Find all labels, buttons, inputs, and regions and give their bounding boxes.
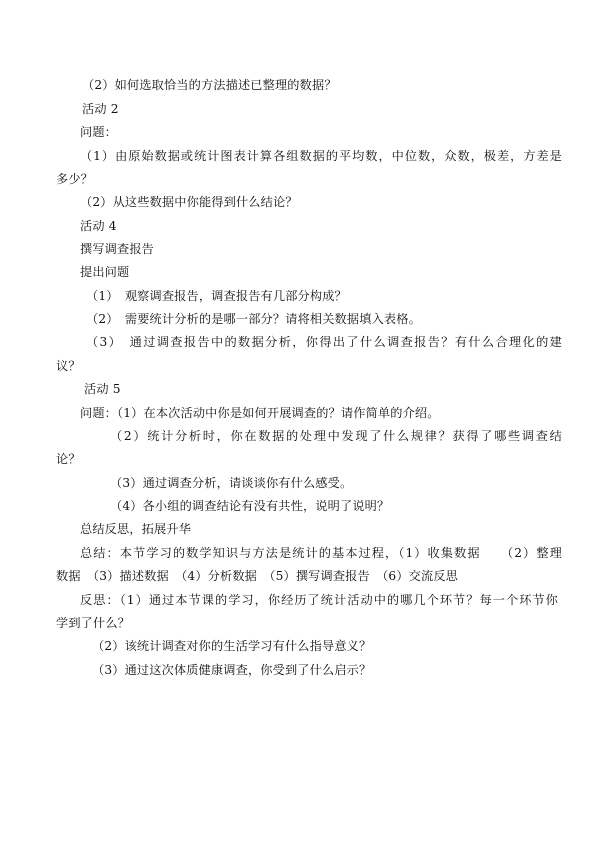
text-line: （3）通过调查分析，请谈谈你有什么感受。 bbox=[110, 476, 353, 490]
text-line: （2）如何选取恰当的方法描述已整理的数据？ bbox=[82, 78, 337, 92]
text-line: 数据 （3）描述数据 （4）分析数据 （5）撰写调查报告 （6）交流反思 bbox=[56, 569, 459, 583]
heading-write-report: 撰写调查报告 bbox=[80, 242, 155, 256]
text-line: 总结：本节学习的数学知识与方法是统计的基本过程，（1）收集数据 （2）整理 bbox=[80, 546, 562, 560]
text-line: 议？ bbox=[56, 359, 81, 373]
text-line: （2）该统计调查对你的生活学习有什么指导意义？ bbox=[92, 639, 372, 653]
text-line: （2）统计分析时，你在数据的处理中发现了什么规律？获得了哪些调查结 bbox=[110, 429, 562, 443]
heading-raise-questions: 提出问题 bbox=[80, 265, 130, 279]
text-line: （3）通过这次体质健康调查，你受到了什么启示？ bbox=[92, 663, 372, 677]
text-line: （2） 需要统计分析的是哪一部分？请将相关数据填入表格。 bbox=[86, 312, 421, 326]
text-line: （1）由原始数据或统计图表计算各组数据的平均数，中位数，众数，极差，方差是 bbox=[80, 149, 562, 163]
text-line: （4）各小组的调查结论有没有共性，说明了说明？ bbox=[110, 499, 390, 513]
text-line: 问题：（1）在本次活动中你是如何开展调查的？请作简单的介绍。 bbox=[80, 406, 440, 420]
text-line: （3） 通过调查报告中的数据分析，你得出了什么调查报告？有什么合理化的建 bbox=[86, 335, 562, 349]
text-line: （2）从这些数据中你能得到什么结论？ bbox=[80, 195, 298, 209]
heading-activity-4: 活动 4 bbox=[80, 219, 117, 233]
heading-activity-5: 活动 5 bbox=[84, 382, 121, 396]
text-line: （1） 观察调查报告，调查报告有几部分构成？ bbox=[86, 289, 347, 303]
text-line: 多少？ bbox=[56, 172, 94, 186]
text-line: 学到了什么？ bbox=[56, 616, 131, 630]
heading-activity-2: 活动 2 bbox=[82, 102, 119, 116]
text-line: 反思：（1）通过本节课的学习，你经历了统计活动中的哪几个环节？每一个环节你 bbox=[80, 593, 558, 607]
text-line: 论？ bbox=[56, 452, 81, 466]
text-line: 问题： bbox=[80, 125, 118, 139]
heading-summary: 总结反思，拓展升华 bbox=[80, 522, 192, 536]
